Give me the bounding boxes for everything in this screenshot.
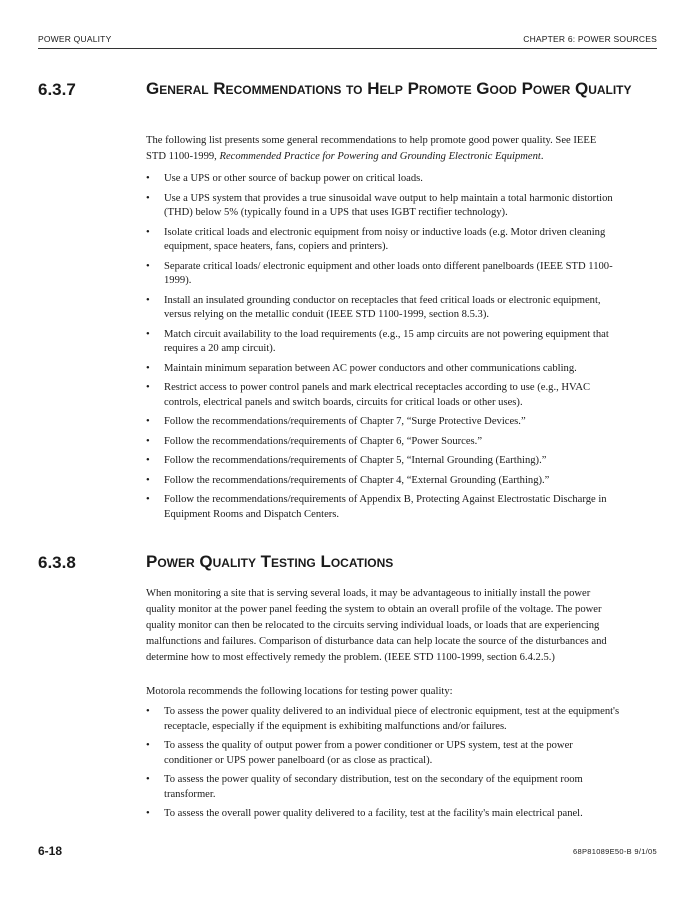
bullet-icon: •	[146, 455, 150, 466]
bullet-icon: •	[146, 416, 150, 427]
recommendations-list	[146, 172, 621, 527]
bullet-icon: •	[146, 474, 150, 486]
recommendation-item-text: Match circuit availability to the load requirements (e.g., 15 amp circuits are not powering equipment that requires a 20 amp circuit).	[164, 328, 609, 354]
recommendation-item-text: Separate critical loads/ electronic equipment and other loads onto different panelboards (IEEE STD 1100-1999).	[164, 260, 613, 286]
recommendation-item-text: Follow the recommendations/requirements of Chapter 5, “Internal Grounding (Earthing).”	[164, 455, 547, 466]
bullet-icon: •	[146, 494, 150, 505]
bullet-icon: •	[146, 740, 150, 751]
intro-end: .	[540, 151, 544, 162]
section-title-637: General Recommendations to Help Promote Good Power Quality	[146, 79, 632, 98]
recommendation-item	[146, 260, 621, 289]
testing-location-item	[146, 807, 621, 822]
bullet-icon: •	[146, 382, 150, 393]
intro-text: The following list presents some general recommendations to help promote good power quality. See IEEE STD 1100-1999,	[146, 135, 597, 162]
section-title-638: Power Quality Testing Locations	[146, 552, 394, 571]
recommendation-item-text: Isolate critical loads and electronic equipment from noisy or inductive loads (e.g. Motor driven cleaning equipment, space heaters, fans, copiers and printers).	[164, 226, 606, 252]
recommendation-item-text: Follow the recommendations/requirements of Chapter 7, “Surge Protective Devices.”	[164, 416, 526, 427]
bullet-icon: •	[146, 260, 150, 272]
bullet-icon: •	[146, 774, 150, 785]
header-rule	[38, 48, 657, 49]
recommendation-item	[146, 192, 621, 221]
recommendation-item-text: Follow the recommendations/requirements of Chapter 4, “External Grounding (Earthing).”	[164, 474, 550, 486]
recommendation-item-text: Install an insulated grounding conductor on receptacles that feed critical loads or electronic equipment, versus relying on the metallic conduit (IEEE STD 1100-1999, section 8.5.3).	[164, 294, 601, 320]
testing-location-item	[146, 773, 621, 802]
testing-location-item	[146, 705, 621, 734]
section-number-637: 6.3.7	[38, 80, 76, 99]
bullet-icon: •	[146, 362, 150, 374]
running-header	[38, 34, 657, 46]
section-637-intro	[146, 133, 616, 165]
recommendation-item	[146, 435, 621, 450]
recommendation-item	[146, 454, 621, 469]
section-638-paragraph-1: When monitoring a site that is serving several loads, it may be advantageous to initially install the power quality monitor at the power panel feeding the system to obtain an overall profile of the voltage. The power quality monitor can then be relocated to the circuits serving individual loads, or loads that are experiencing malfunctions and failures. Comparison of disturbance data can help locate the source of the disturbances and determine how to most effectively remedy the problem. (IEEE STD 1100-1999, section 6.4.2.5.)	[146, 588, 607, 663]
bullet-icon: •	[146, 173, 150, 184]
recommendation-item	[146, 328, 621, 357]
bullet-icon: •	[146, 706, 150, 717]
bullet-icon: •	[146, 226, 150, 238]
testing-locations-list	[146, 705, 621, 827]
recommendation-item	[146, 381, 621, 410]
intro-italic-title: Recommended Practice for Powering and Grounding Electronic Equipment	[219, 151, 541, 162]
recommendation-item-text: Maintain minimum separation between AC power conductors and other communications cabling.	[164, 362, 577, 374]
bullet-icon: •	[146, 294, 150, 306]
section-638-paragraph-2: Motorola recommends the following locations for testing power quality:	[146, 686, 453, 697]
recommendation-item	[146, 415, 621, 430]
bullet-icon: •	[146, 328, 150, 340]
recommendation-item	[146, 172, 621, 187]
recommendation-item	[146, 362, 621, 377]
testing-location-item	[146, 739, 621, 768]
recommendation-item	[146, 493, 621, 522]
section-number-638: 6.3.8	[38, 553, 76, 572]
recommendation-item-text: Use a UPS system that provides a true sinusoidal wave output to help maintain a total harmonic distortion (THD) below 5% (typically found in a UPS that uses IGBT rectifier technology).	[164, 192, 613, 218]
recommendation-item	[146, 226, 621, 255]
recommendation-item-text: Use a UPS or other source of backup power on critical loads.	[164, 173, 423, 184]
header-left: POWER QUALITY	[38, 34, 112, 44]
testing-location-item-text: To assess the power quality delivered to an individual piece of electronic equipment, test at the equipment's receptacle, especially if the equipment is exhibiting malfunctions and/or failures.	[164, 706, 620, 732]
testing-location-item-text: To assess the overall power quality delivered to a facility, test at the facility's main electrical panel.	[164, 808, 583, 819]
bullet-icon: •	[146, 192, 150, 204]
testing-location-item-text: To assess the power quality of secondary distribution, test on the secondary of the equipment room transformer.	[164, 774, 583, 800]
header-right: CHAPTER 6: POWER SOURCES	[523, 34, 657, 44]
testing-location-item-text: To assess the quality of output power from a power conditioner or UPS system, test at the power conditioner or UPS power panelboard (or as close as practical).	[164, 740, 573, 766]
page-number: 6-18	[38, 844, 63, 858]
recommendation-item-text: Restrict access to power control panels and mark electrical receptacles according to use (e.g., HVAC controls, electrical panels and switch boards, circuits for critical loads or other uses).	[164, 382, 591, 408]
document-id: 68P81089E50-B 9/1/05	[573, 847, 657, 856]
recommendation-item	[146, 294, 621, 323]
bullet-icon: •	[146, 808, 150, 819]
recommendation-item	[146, 474, 621, 489]
bullet-icon: •	[146, 435, 150, 447]
recommendation-item-text: Follow the recommendations/requirements of Chapter 6, “Power Sources.”	[164, 435, 483, 447]
recommendation-item-text: Follow the recommendations/requirements of Appendix B, Protecting Against Electrostatic Discharge in Equipment Rooms and Dispatch Centers.	[164, 494, 607, 520]
